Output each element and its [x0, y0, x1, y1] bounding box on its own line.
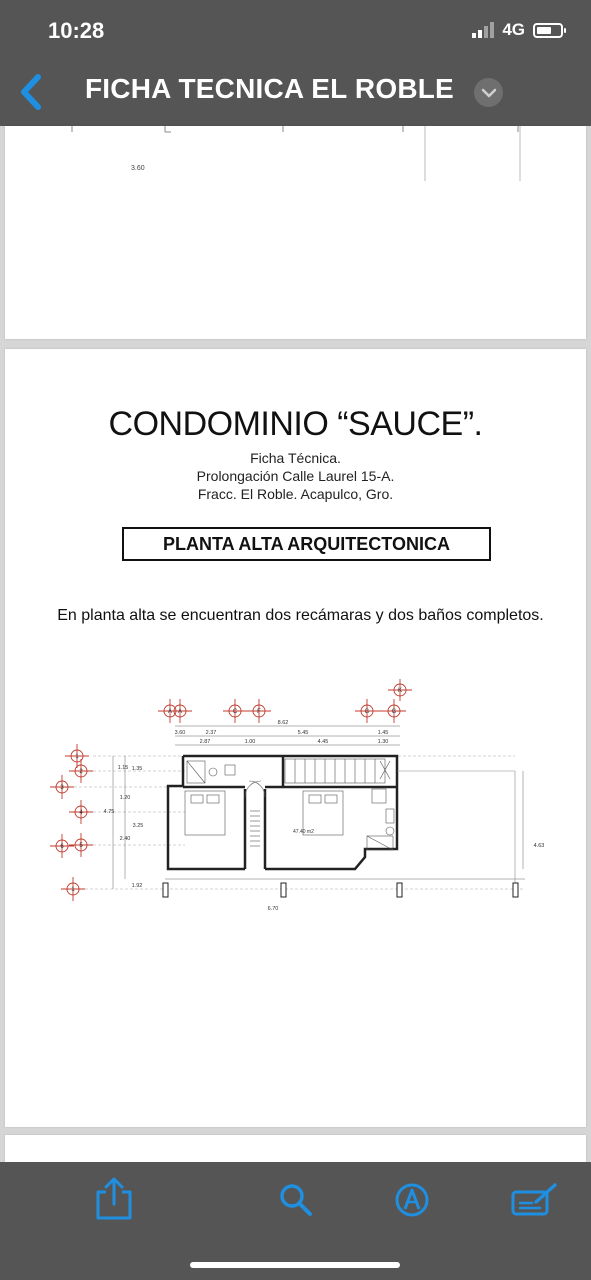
dimension-label: 2.40: [119, 836, 131, 842]
document-page-previous: [5, 126, 586, 339]
dimension-label: 6.70: [267, 906, 279, 912]
battery-icon: [533, 23, 563, 38]
dimension-label: 2.37: [205, 730, 217, 736]
share-button[interactable]: [94, 1176, 134, 1225]
plan-fragment: [5, 126, 586, 339]
room-area-label: 47.40 m2: [293, 829, 314, 835]
home-indicator: [190, 1262, 400, 1268]
signature-button[interactable]: [510, 1182, 558, 1223]
axis-label: 1: [75, 754, 79, 760]
chevron-down-icon: [481, 87, 497, 99]
dimension-label: 3.60: [131, 165, 145, 172]
floor-plan: [45, 679, 555, 929]
top-bar: [0, 0, 591, 126]
subtitle-line-1: Ficha Técnica.: [250, 450, 341, 466]
axis-label: 6: [60, 844, 64, 850]
chevron-left-icon: [16, 72, 50, 112]
axis-label: C: [232, 709, 238, 715]
share-icon: [94, 1176, 134, 1220]
axis-label: G: [364, 709, 370, 715]
signal-icon: [472, 22, 494, 38]
dimension-label: 1.20: [119, 795, 131, 801]
document-page: [5, 349, 586, 1127]
back-button[interactable]: [16, 72, 50, 112]
dimension-label: 5.45: [297, 730, 309, 736]
dimension-label: 1.15: [117, 765, 129, 771]
subtitle-line-2: Prolongación Calle Laurel 15-A.: [196, 468, 395, 484]
dimension-label: 4.75: [103, 809, 115, 815]
dimension-label: 1.00: [244, 739, 256, 745]
subtitle-line-3: Fracc. El Roble. Acapulco, Gro.: [197, 486, 394, 502]
markup-button[interactable]: [394, 1182, 430, 1223]
axis-label: G: [391, 709, 397, 715]
dimension-label: 3.25: [132, 823, 144, 829]
dimension-label: 4.63: [533, 843, 545, 849]
axis-label: A: [177, 709, 183, 715]
title-menu-button[interactable]: [474, 78, 503, 107]
dimension-label: 1.35: [131, 766, 143, 772]
status-indicators: [472, 20, 563, 40]
axis-label: 2: [79, 769, 83, 775]
dimension-label: 3.60: [174, 730, 186, 736]
dimension-label: 2.87: [199, 739, 211, 745]
axis-label: 3: [60, 785, 64, 791]
axis-label: 1: [71, 887, 75, 893]
document-title[interactable]: FICHA TECNICA EL ROBLE: [85, 73, 454, 104]
status-time: 10:28: [48, 18, 105, 43]
dimension-label: 4.45: [317, 739, 329, 745]
search-button[interactable]: [278, 1182, 314, 1223]
axis-label: F: [257, 709, 261, 715]
section-heading: PLANTA ALTA ARQUITECTONICA: [122, 527, 491, 561]
dimension-label: 1.45: [377, 730, 389, 736]
network-label: 4G: [502, 20, 525, 39]
dimension-label: 8.62: [277, 720, 289, 726]
axis-label: A: [167, 709, 173, 715]
axis-label: 4: [79, 810, 83, 816]
description: En planta alta se encuentran dos recámaras y dos baños completos.: [57, 607, 544, 624]
axis-label: 5: [79, 843, 83, 849]
signature-icon: [510, 1182, 558, 1218]
markup-pen-icon: [394, 1182, 430, 1218]
dimension-label: 1.30: [377, 739, 389, 745]
dimension-label: 1.92: [131, 883, 143, 889]
condo-title: CONDOMINIO “SAUCE”.: [108, 405, 483, 443]
axis-label: K: [397, 688, 403, 694]
search-icon: [278, 1182, 314, 1218]
